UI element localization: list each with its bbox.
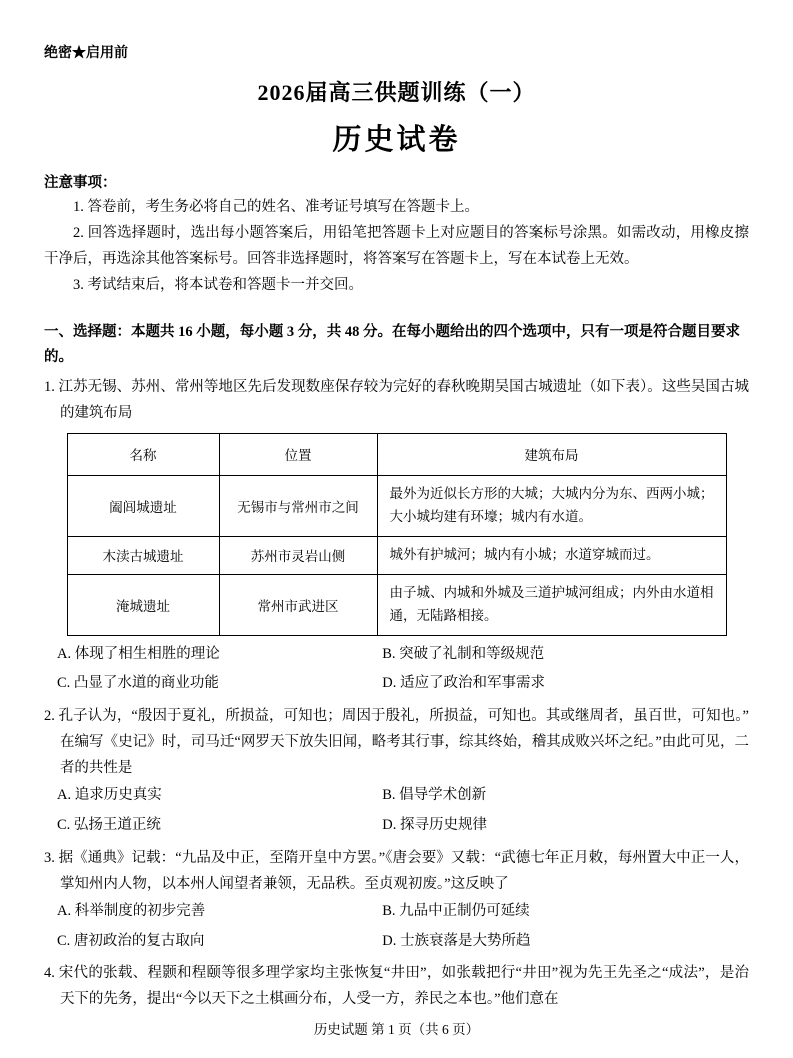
question-1-options: [44, 640, 749, 699]
option-c: C. 唐初政治的复古取向: [57, 932, 205, 949]
table-cell-location: 常州市武进区: [219, 574, 377, 635]
question-1-stem: 1. 江苏无锡、苏州、常州等地区先后发现数座保存较为完好的春秋晚期吴国古城遗址（如下表）。这些吴国古城的建筑布局: [44, 378, 749, 421]
option-b: B. 倡导学术创新: [382, 787, 487, 804]
table-header-location: 位置: [219, 433, 377, 475]
question-1: [44, 374, 749, 699]
note-item: 1. 答卷前，考生务必将自己的姓名、准考证号填写在答题卡上。: [73, 199, 479, 216]
notes-block: [44, 172, 749, 298]
exam-subtitle: 历史试卷: [332, 124, 461, 156]
option-b: B. 突破了礼制和等级规范: [382, 645, 545, 662]
table-row: [67, 574, 726, 635]
table-cell-name: 阖闾城遗址: [67, 475, 219, 536]
question-3: [44, 845, 749, 957]
table-header-layout: 建筑布局: [377, 433, 726, 475]
table-cell-name: 木渎古城遗址: [67, 536, 219, 574]
option-b: B. 九品中正制仍可延续: [382, 902, 530, 919]
secrecy-label: 绝密★启用前: [44, 46, 128, 61]
section-heading: 一、选择题：本题共 16 小题，每小题 3 分，共 48 分。在每小题给出的四个选项中，只有一项是符合题目要求的。: [44, 324, 740, 366]
option-c: C. 弘扬王道正统: [57, 816, 161, 833]
question-2: [44, 703, 749, 841]
question-3-options: [44, 897, 749, 956]
question-4-stem: 4. 宋代的张载、程颢和程颐等很多理学家均主张恢复“井田”，如张载把行“井田”视为先王先圣之“成法”，是治天下的先务，提出“今以天下之土棋画分布，人受一方，养民之本也。”他们意在: [44, 965, 749, 1008]
option-a: A. 体现了相生相胜的理论: [57, 645, 220, 662]
note-item: 2. 回答选择题时，选出每小题答案后，用铅笔把答题卡上对应题目的答案标号涂黑。如需改动，用橡皮擦干净后，再选涂其他答案标号。回答非选择题时，将答案写在答题卡上，写在本试卷上无效。: [44, 224, 749, 267]
table-header-name: 名称: [67, 433, 219, 475]
table-cell-layout: 由子城、内城和外城及三道护城河组成；内外由水道相通，无陆路相接。: [377, 574, 726, 635]
table-header-row: [67, 433, 726, 475]
table-cell-location: 苏州市灵岩山侧: [219, 536, 377, 574]
option-d: D. 探寻历史规律: [382, 816, 487, 833]
option-a: A. 追求历史真实: [57, 787, 162, 804]
exam-title: 2026届高三供题训练（一）: [257, 80, 536, 105]
question-2-options: [44, 781, 749, 840]
table-cell-location: 无锡市与常州市之间: [219, 475, 377, 536]
table-row: [67, 536, 726, 574]
question-2-stem: 2. 孔子认为，“殷因于夏礼，所损益，可知也；周因于殷礼，所损益，可知也。其或继周者，虽百世，可知也。”在编写《史记》时，司马迁“网罗天下放失旧闻，略考其行事，综其终始，稽其成败兴坏之纪。”由此可见，二者的共性是: [44, 707, 749, 777]
option-d: D. 士族衰落是大势所趋: [382, 932, 531, 949]
page-footer: 历史试题 第 1 页（共 6 页）: [313, 1022, 480, 1037]
option-a: A. 科举制度的初步完善: [57, 902, 206, 919]
option-d: D. 适应了政治和军事需求: [382, 675, 545, 692]
table-cell-layout: 城外有护城河；城内有小城；水道穿城而过。: [377, 536, 726, 574]
question-4: [44, 960, 749, 1012]
notes-heading: 注意事项：: [44, 175, 117, 191]
question-1-table: [67, 433, 727, 636]
note-item: 3. 考试结束后，将本试卷和答题卡一并交回。: [73, 276, 363, 293]
table-cell-name: 淹城遗址: [67, 574, 219, 635]
table-row: [67, 475, 726, 536]
table-cell-layout: 最外为近似长方形的大城；大城内分为东、西两小城；大小城均建有环壕；城内有水道。: [377, 475, 726, 536]
option-c: C. 凸显了水道的商业功能: [57, 675, 219, 692]
question-3-stem: 3. 据《通典》记载：“九品及中正，至隋开皇中方罢。”《唐会要》又载：“武德七年正月敕，每州置大中正一人，掌知州内人物，以本州人闻望者兼领，无品秩。至贞观初废。”这反映了: [44, 849, 749, 892]
